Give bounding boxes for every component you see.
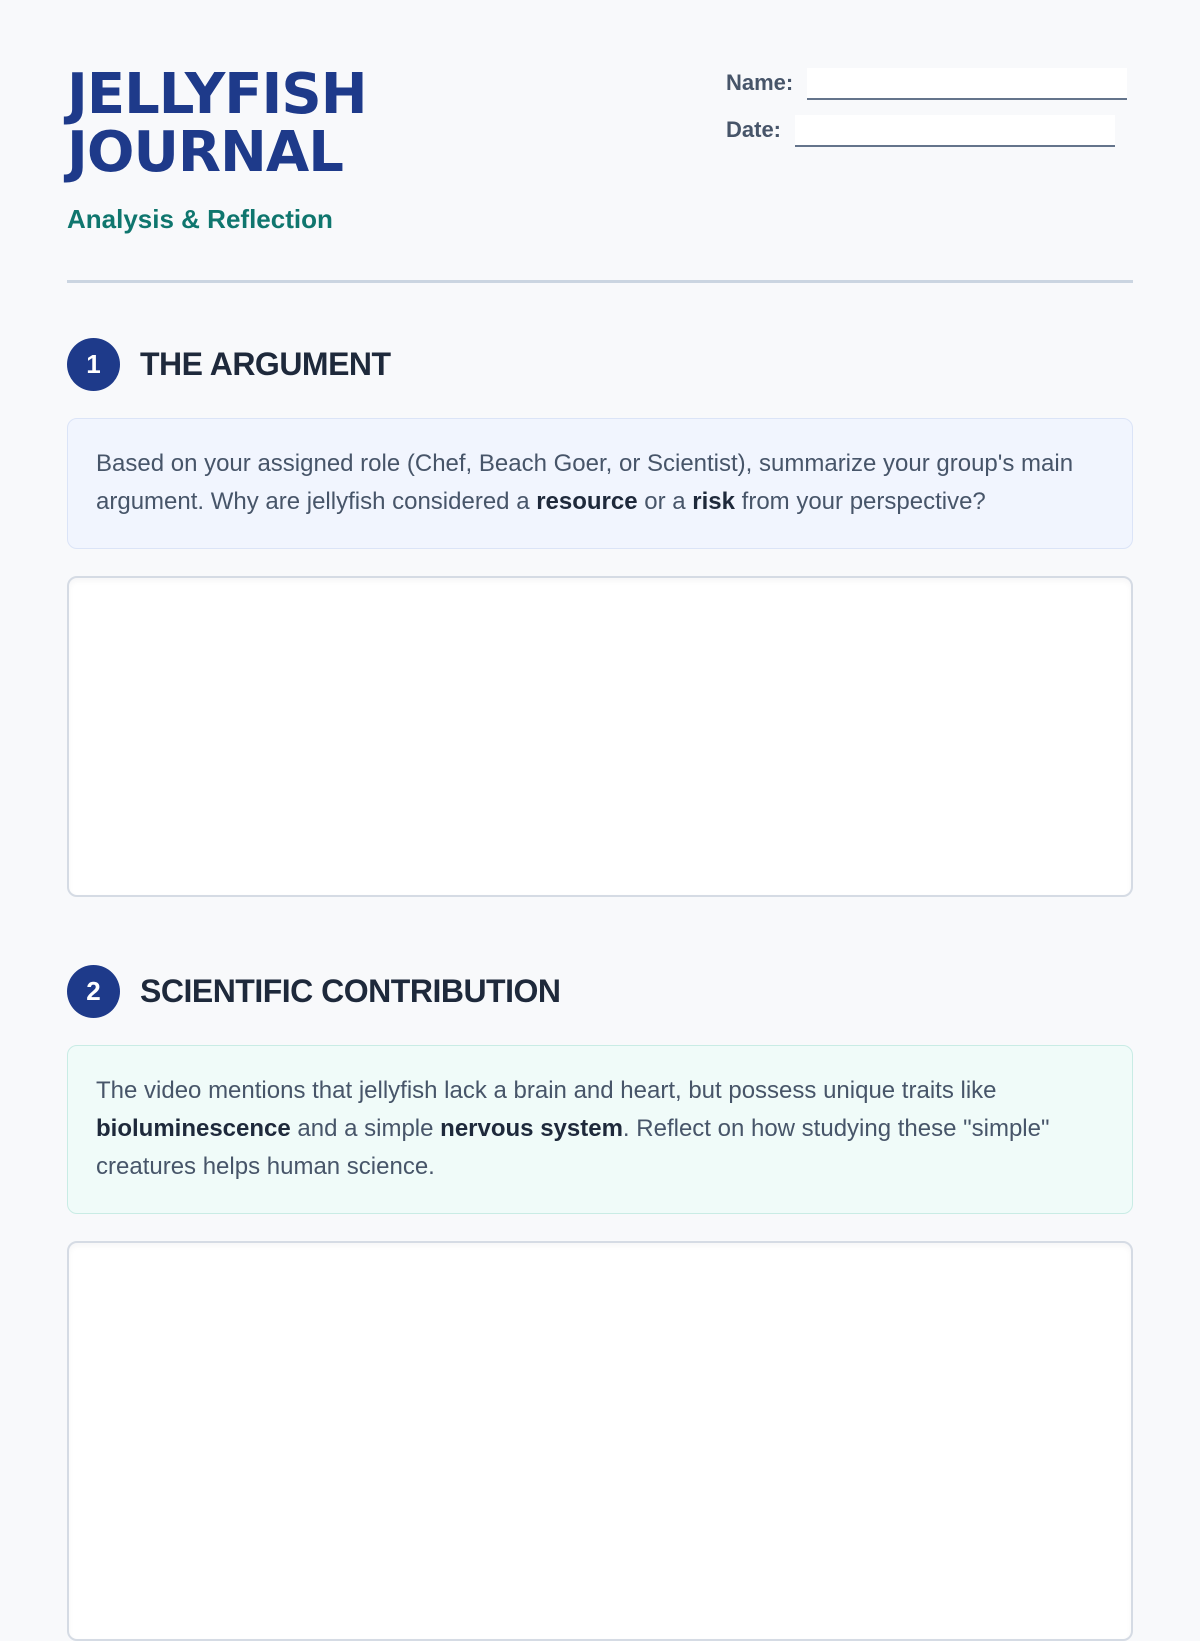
prompt-text: The video mentions that jellyfish lack a brain and heart, but possess unique traits like <box>96 1077 997 1104</box>
name-field[interactable] <box>807 68 1127 100</box>
student-info <box>726 66 1133 160</box>
date-label: Date: <box>726 117 782 142</box>
name-label: Name: <box>726 70 794 95</box>
section-prompt <box>67 1045 1133 1214</box>
prompt-keyword: bioluminescence <box>96 1115 291 1142</box>
prompt-keyword: nervous system <box>440 1115 623 1142</box>
section-argument <box>67 337 1133 897</box>
answer-textarea[interactable] <box>67 576 1133 897</box>
name-row <box>726 66 1133 100</box>
section-number-badge: 1 <box>67 338 120 391</box>
section-heading <box>67 337 1133 391</box>
header-divider <box>67 280 1133 283</box>
title-line-1: JELLYFISH <box>67 62 367 127</box>
prompt-text: . Reflect on how studying these "simple" creatures helps human science. <box>96 1115 1050 1180</box>
answer-textarea[interactable] <box>67 1241 1133 1641</box>
page-title <box>67 62 487 185</box>
date-field[interactable] <box>795 115 1115 147</box>
prompt-text: and a simple <box>290 1115 441 1142</box>
date-row <box>726 113 1133 147</box>
prompt-text: Based on your assigned role (Chef, Beach Goer, or Scientist), summarize your group's main argument. Why are jellyfish considered a <box>96 450 1074 515</box>
prompt-keyword: resource <box>536 488 638 515</box>
section-number-badge: 2 <box>67 965 120 1018</box>
prompt-text: or a <box>637 488 693 515</box>
section-scientific-contribution <box>67 964 1133 1641</box>
page-subtitle: Analysis & Reflection <box>67 204 333 234</box>
prompt-text: from your perspective? <box>735 488 986 515</box>
prompt-keyword: risk <box>692 488 735 515</box>
section-title: SCIENTIFIC CONTRIBUTION <box>140 972 561 1009</box>
worksheet-header <box>67 0 1133 282</box>
title-line-2: JOURNAL <box>67 120 343 185</box>
worksheet-page <box>67 0 1133 1180</box>
section-heading <box>67 964 1133 1018</box>
section-prompt <box>67 418 1133 549</box>
section-title: THE ARGUMENT <box>140 345 391 382</box>
